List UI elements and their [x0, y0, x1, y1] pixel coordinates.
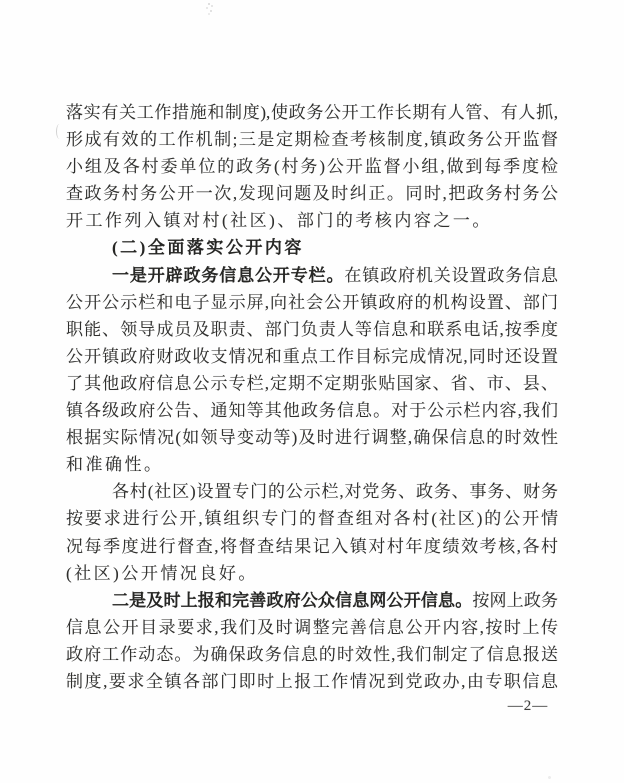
- text-segment: 公开公示栏和电子显示屏,向社会公开镇政府的机构设置、部门: [66, 292, 558, 312]
- text-line: [66, 560, 558, 587]
- text-line: [66, 289, 558, 316]
- text-line: [66, 641, 558, 668]
- document-body-text: [66, 99, 558, 695]
- text-line: [66, 587, 558, 614]
- text-line: [66, 99, 558, 126]
- text-line: [66, 343, 558, 370]
- text-segment: 根据实际情况(如领导变动等)及时进行调整,确保信息的时效性: [66, 428, 558, 448]
- text-segment: (社区)公开情况良好。: [66, 563, 258, 583]
- text-line: [66, 533, 558, 560]
- text-line: [66, 180, 558, 207]
- text-line: [66, 316, 558, 343]
- text-segment: 形成有效的工作机制;三是定期检查考核制度,镇政务公开监督: [66, 130, 558, 150]
- text-segment: 信息公开目录要求,我们及时调整完善信息公开内容,按时上传: [66, 617, 558, 637]
- text-line: [66, 234, 558, 261]
- bold-text-segment: 二是及时上报和完善政府公众信息网公开信息。: [112, 590, 473, 610]
- scan-artifact-bottom-speck: [548, 776, 551, 779]
- text-segment: 各村(社区)设置专门的公示栏,对党务、政务、事务、财务: [112, 482, 558, 502]
- text-line: [66, 370, 558, 397]
- text-line: [66, 478, 558, 505]
- text-segment: 开工作列入镇对村(社区)、部门的考核内容之一。: [66, 211, 492, 231]
- text-segment: 了其他政府信息公示专栏,定期不定期张贴国家、省、市、县、: [66, 373, 558, 393]
- text-segment: 小组及各村委单位的政务(村务)公开监督小组,做到每季度检: [66, 157, 558, 177]
- text-segment: 况每季度进行督查,将督查结果记入镇对村年度绩效考核,各村: [66, 536, 558, 556]
- bold-text-segment: (二)全面落实公开内容: [112, 238, 304, 258]
- text-line: [66, 126, 558, 153]
- scan-artifact-top-speck: [208, 3, 210, 5]
- text-segment: 落实有关工作措施和制度),使政务公开工作长期有人管、有人抓,: [66, 103, 558, 122]
- text-line: [66, 614, 558, 641]
- text-line: [66, 153, 558, 180]
- text-line: [66, 262, 558, 289]
- text-segment: 在镇政府机关设置政务信息: [344, 265, 558, 285]
- text-segment: 公开镇政府财政收支情况和重点工作目标完成情况,同时还设置: [66, 346, 558, 366]
- text-line: [66, 424, 558, 451]
- text-line: [66, 668, 558, 695]
- text-segment: 镇各级政府公告、通知等其他政务信息。对于公示栏内容,我们: [66, 401, 558, 421]
- text-segment: 制度,要求全镇各部门即时上报工作情况到党政办,由专职信息: [66, 671, 558, 691]
- text-segment: 和准确性。: [66, 455, 164, 475]
- text-line: [66, 505, 558, 532]
- bold-text-segment: 一是开辟政务信息公开专栏。: [112, 265, 345, 285]
- page-number: —2—: [507, 698, 549, 714]
- text-segment: 按网上政务: [472, 590, 558, 610]
- text-line: [66, 451, 558, 478]
- text-segment: 查政务村务公开一次,发现问题及时纠正。同时,把政务村务公: [66, 184, 558, 204]
- text-segment: 按要求进行公开,镇组织专门的督查组对各村(社区)的公开情: [66, 509, 558, 529]
- text-segment: 职能、领导成员及职责、部门负责人等信息和联系电话,按季度: [66, 319, 558, 339]
- text-line: [66, 207, 558, 234]
- scan-artifact-left-arc: [56, 124, 63, 139]
- text-line: [66, 397, 558, 424]
- text-segment: 政府工作动态。为确保政务信息的时效性,我们制定了信息报送: [66, 644, 558, 664]
